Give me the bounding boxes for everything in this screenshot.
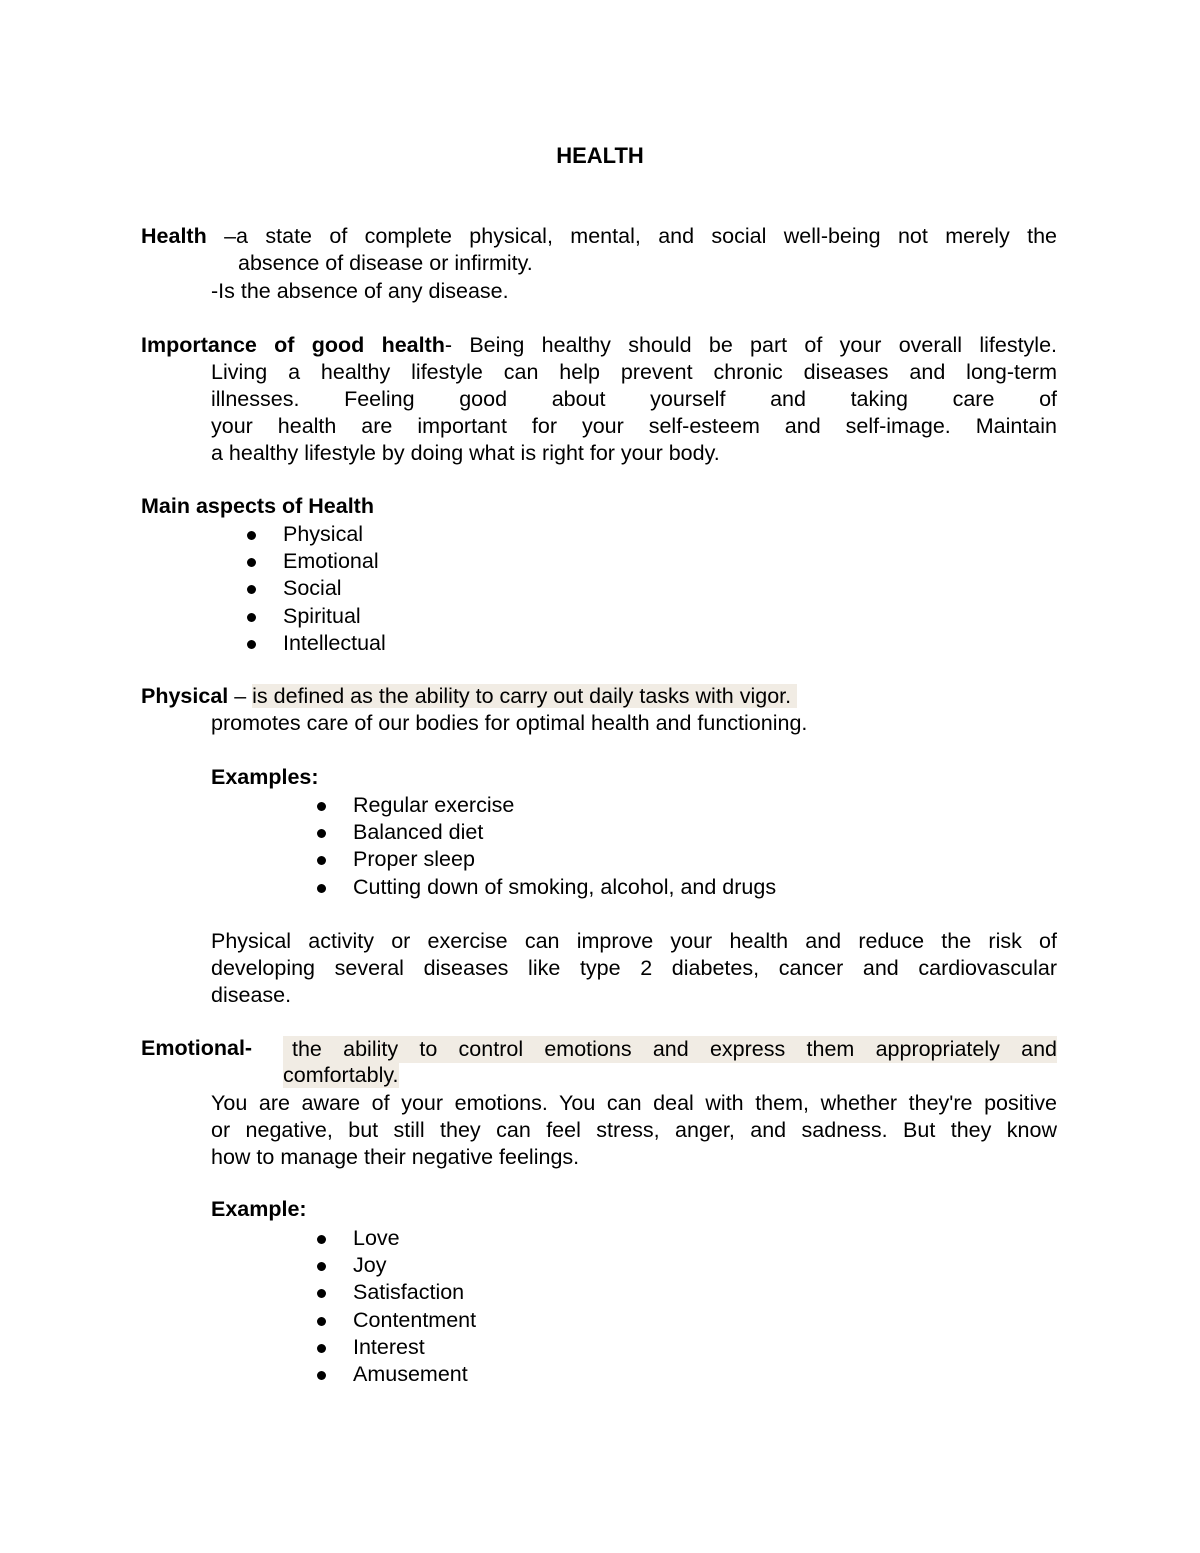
list-item: Social	[247, 575, 386, 602]
emotional-definition	[283, 1036, 1057, 1063]
list-item: Emotional	[247, 548, 386, 575]
emotional-paragraph	[211, 1090, 1057, 1171]
importance-line-1: - Being healthy should be part of your overall lifestyle.	[444, 333, 1057, 357]
emotional-example-label: Example:	[211, 1197, 307, 1221]
list-item: Regular exercise	[317, 792, 776, 819]
health-definition	[141, 223, 1057, 250]
list-item: Spiritual	[247, 603, 386, 630]
physical-dash: –	[228, 684, 253, 708]
physical-definition	[141, 684, 797, 709]
physical-highlight: is defined as the ability to carry out daily tasks with vigor.	[252, 684, 798, 708]
health-term: Health	[141, 224, 207, 248]
importance-line-2: Living a healthy lifestyle can help prevent chronic diseases and long-term	[211, 360, 1057, 384]
physical-para-line-2: developing several diseases like type 2 diabetes, cancer and cardiovascular	[211, 956, 1057, 980]
list-item: Amusement	[317, 1361, 476, 1388]
physical-para-line-3: disease.	[211, 983, 292, 1007]
physical-examples-label: Examples:	[211, 765, 319, 789]
emotional-examples-list	[317, 1225, 476, 1388]
health-definition-line-2: absence of disease or infirmity.	[238, 251, 533, 275]
page-title: HEALTH	[556, 143, 644, 168]
health-definition-line-3: -Is the absence of any disease.	[211, 279, 509, 303]
emotional-def-line-1	[283, 1036, 1057, 1063]
aspects-heading: Main aspects of Health	[141, 494, 374, 518]
physical-paragraph	[211, 928, 1057, 1009]
list-item: Cutting down of smoking, alcohol, and drugs	[317, 874, 776, 901]
list-item: Intellectual	[247, 630, 386, 657]
list-item: Satisfaction	[317, 1279, 476, 1306]
physical-line-2: promotes care of our bodies for optimal health and functioning.	[211, 711, 808, 735]
emotional-def-line-2: comfortably.	[283, 1063, 399, 1087]
list-item: Love	[317, 1225, 476, 1252]
list-item: Interest	[317, 1334, 476, 1361]
importance-term: Importance of good health	[141, 333, 445, 357]
importance-first-line	[141, 332, 1057, 359]
list-item: Physical	[247, 521, 386, 548]
list-item: Balanced diet	[317, 819, 776, 846]
physical-examples-list	[317, 792, 776, 901]
importance-line-4: your health are important for your self-esteem and self-image. Maintain	[211, 414, 1057, 438]
physical-term: Physical	[141, 684, 229, 708]
physical-para-line-1: Physical activity or exercise can improve your health and reduce the risk of	[211, 929, 1057, 953]
emotional-para-line-1: You are aware of your emotions. You can deal with them, whether they're positive	[211, 1091, 1057, 1115]
emotional-def-text-1: the ability to control emotions and express them appropriately and	[292, 1037, 1057, 1061]
importance-line-3: illnesses. Feeling good about yourself and taking care of	[211, 387, 1057, 411]
aspects-list	[247, 521, 386, 657]
emotional-para-line-2: or negative, but still they can feel stress, anger, and sadness. But they know	[211, 1118, 1057, 1142]
importance-paragraph	[211, 359, 1057, 467]
emotional-para-line-3: how to manage their negative feelings.	[211, 1145, 580, 1169]
list-item: Proper sleep	[317, 846, 776, 873]
list-item: Contentment	[317, 1307, 476, 1334]
health-definition-line-1: –a state of complete physical, mental, and social well-being not merely the	[224, 224, 1057, 248]
importance-line-5: a healthy lifestyle by doing what is right for your body.	[211, 441, 720, 465]
emotional-term: Emotional-	[141, 1036, 253, 1060]
list-item: Joy	[317, 1252, 476, 1279]
